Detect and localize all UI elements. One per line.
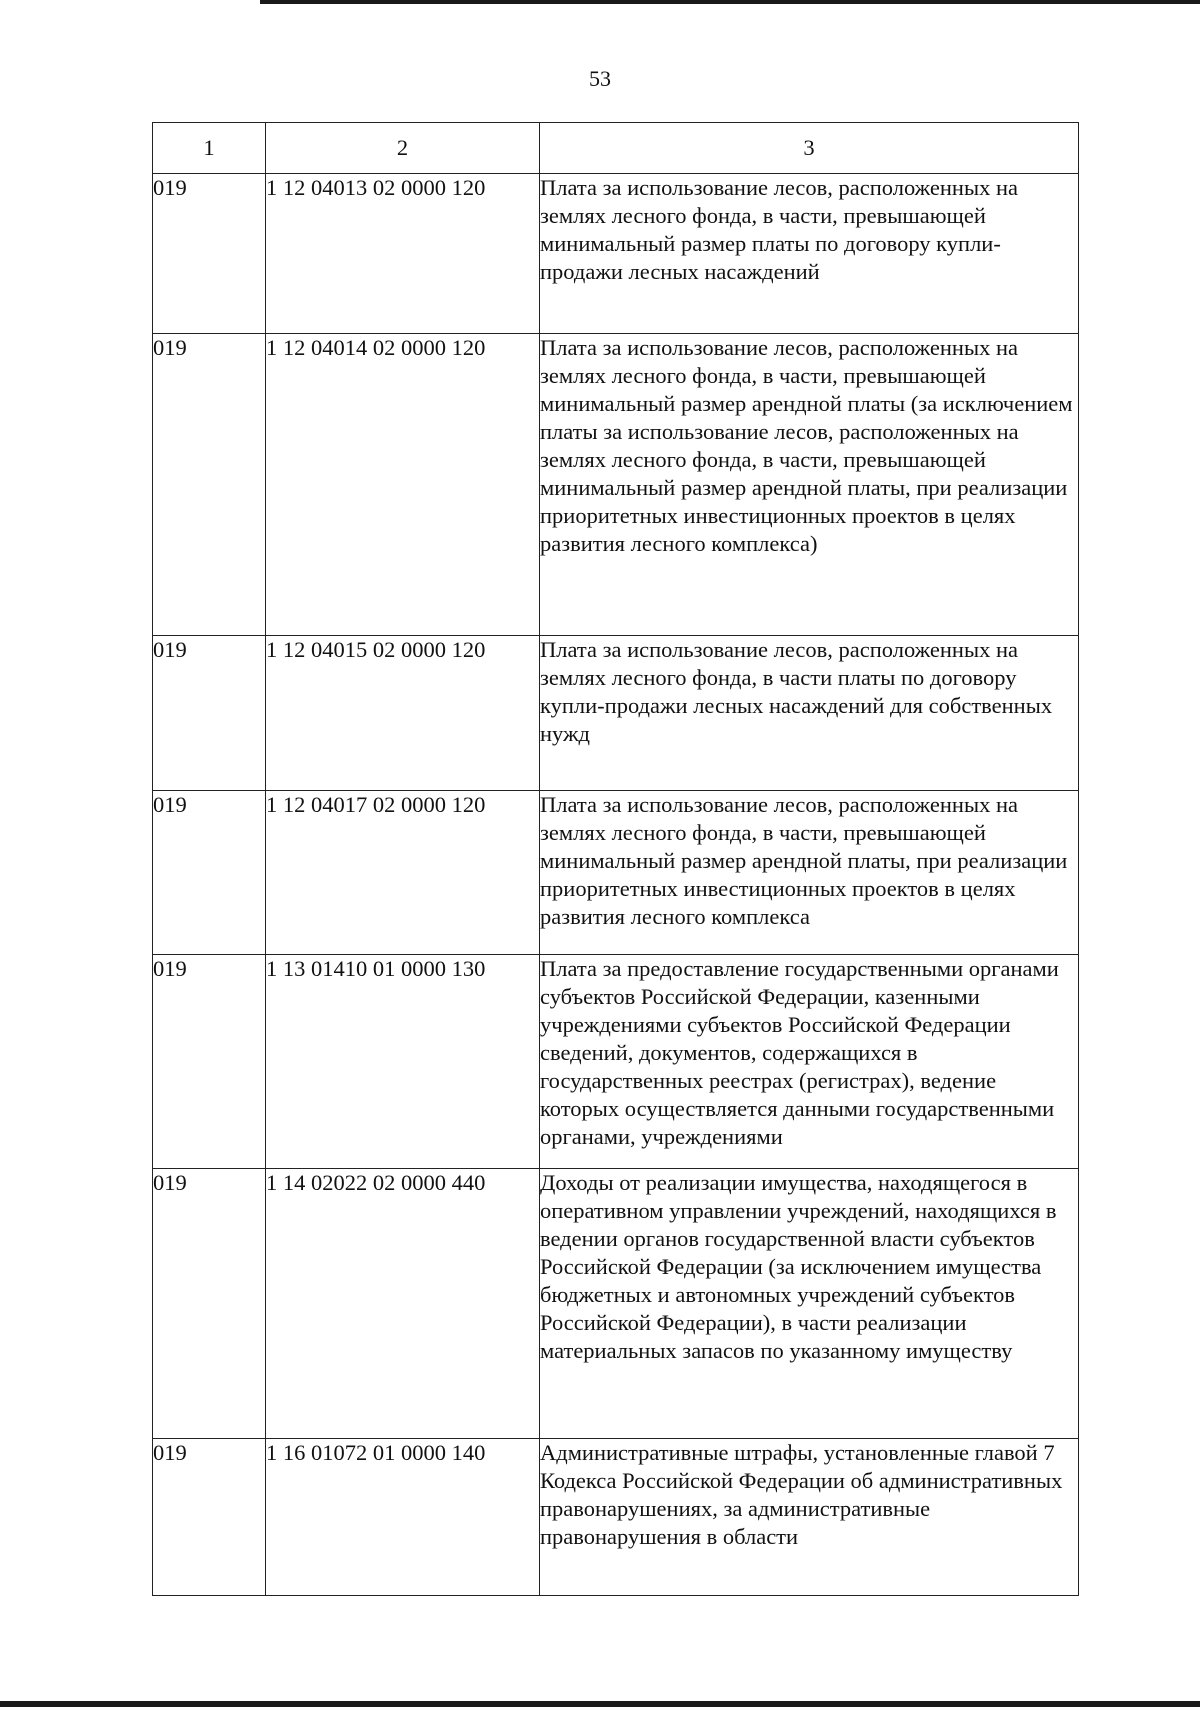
admin-code-cell: 019 [153,636,266,791]
top-scan-rule [260,0,1200,4]
table-row [153,636,1079,791]
page-number: 53 [589,66,611,91]
admin-code-cell: 019 [153,1439,266,1596]
description-cell: Административные штрафы, установленные главой 7 Кодекса Российской Федерации об административных правонарушениях, за административные правонарушения в области [540,1439,1079,1596]
description-cell: Плата за использование лесов, расположенных на землях лесного фонда, в части платы по договору купли-продажи лесных насаждений для собственных нужд [540,636,1079,791]
bottom-scan-rule [0,1701,1200,1707]
description-cell: Плата за предоставление государственными органами субъектов Российской Федерации, казенными учреждениями субъектов Российской Федерации сведений, документов, содержащихся в государственных реестрах (регистрах), ведение которых осуществляется данными государственными органами, учреждениями [540,955,1079,1169]
description-cell: Плата за использование лесов, расположенных на землях лесного фонда, в части, превышающей минимальный размер арендной платы (за исключением платы за использование лесов, расположенных на землях лесного фонда, в части, превышающей минимальный размер арендной платы, при реализации приоритетных инвестиционных проектов в целях развития лесного комплекса) [540,334,1079,636]
budget-code-cell: 1 12 04015 02 0000 120 [266,636,540,791]
column-header-1: 1 [153,123,266,174]
admin-code-cell: 019 [153,334,266,636]
table-row [153,791,1079,955]
budget-code-cell: 1 16 01072 01 0000 140 [266,1439,540,1596]
description-cell: Доходы от реализации имущества, находящегося в оперативном управлении учреждений, находящихся в ведении органов государственной власти субъектов Российской Федерации (за исключением имущества бюджетных и автономных учреждений субъектов Российской Федерации), в части реализации материальных запасов по указанному имуществу [540,1169,1079,1439]
description-cell: Плата за использование лесов, расположенных на землях лесного фонда, в части, превышающей минимальный размер арендной платы, при реализации приоритетных инвестиционных проектов в целях развития лесного комплекса [540,791,1079,955]
budget-code-cell: 1 12 04017 02 0000 120 [266,791,540,955]
admin-code-cell: 019 [153,791,266,955]
table-row [153,1169,1079,1439]
column-header-3: 3 [540,123,1079,174]
column-header-2: 2 [266,123,540,174]
admin-code-cell: 019 [153,955,266,1169]
budget-code-cell: 1 12 04014 02 0000 120 [266,334,540,636]
table-row [153,334,1079,636]
table-row [153,1439,1079,1596]
budget-code-cell: 1 13 01410 01 0000 130 [266,955,540,1169]
admin-code-cell: 019 [153,174,266,334]
table-row [153,955,1079,1169]
budget-classification-table [152,122,1079,1596]
budget-code-cell: 1 14 02022 02 0000 440 [266,1169,540,1439]
table-header-row [153,123,1079,174]
budget-code-cell: 1 12 04013 02 0000 120 [266,174,540,334]
description-cell: Плата за использование лесов, расположенных на землях лесного фонда, в части, превышающей минимальный размер платы по договору купли-продажи лесных насаждений [540,174,1079,334]
table-row [153,174,1079,334]
admin-code-cell: 019 [153,1169,266,1439]
